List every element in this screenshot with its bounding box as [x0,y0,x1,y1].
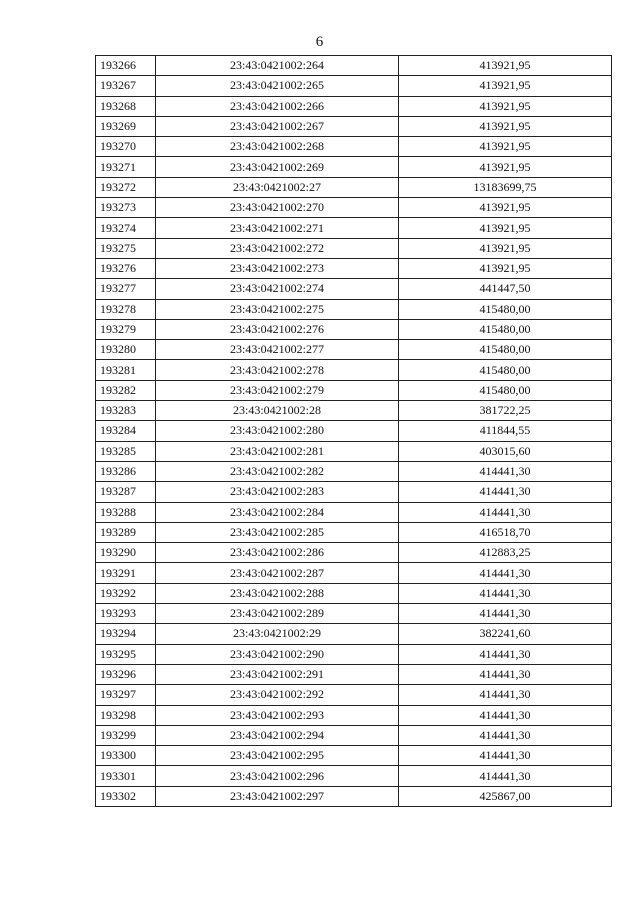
cadastral-number-cell: 23:43:0421002:289 [156,604,399,624]
cadastral-value-cell: 415480,00 [399,340,612,360]
table-row [96,279,612,299]
row-number-cell: 193297 [96,685,156,705]
cadastral-number-cell: 23:43:0421002:276 [156,319,399,339]
row-number-cell: 193298 [96,705,156,725]
table-row [96,482,612,502]
cadastral-number-cell: 23:43:0421002:267 [156,116,399,136]
cadastral-value-cell: 13183699,75 [399,177,612,197]
cadastral-number-cell: 23:43:0421002:29 [156,624,399,644]
cadastral-value-cell: 413921,95 [399,198,612,218]
table-row [96,380,612,400]
row-number-cell: 193279 [96,319,156,339]
cadastral-number-cell: 23:43:0421002:283 [156,482,399,502]
cadastral-number-cell: 23:43:0421002:272 [156,238,399,258]
cadastral-value-cell: 413921,95 [399,116,612,136]
cadastral-value-cell: 413921,95 [399,157,612,177]
row-number-cell: 193292 [96,583,156,603]
row-number-cell: 193280 [96,340,156,360]
table-row [96,624,612,644]
row-number-cell: 193283 [96,401,156,421]
cadastral-number-cell: 23:43:0421002:288 [156,583,399,603]
table-body [96,56,612,807]
cadastral-number-cell: 23:43:0421002:297 [156,786,399,806]
cadastral-number-cell: 23:43:0421002:275 [156,299,399,319]
cadastral-value-cell: 441447,50 [399,279,612,299]
cadastral-number-cell: 23:43:0421002:284 [156,502,399,522]
cadastral-number-cell: 23:43:0421002:271 [156,218,399,238]
table-row [96,340,612,360]
row-number-cell: 193294 [96,624,156,644]
cadastral-value-cell: 414441,30 [399,685,612,705]
cadastral-value-cell: 382241,60 [399,624,612,644]
table-row [96,441,612,461]
cadastral-number-cell: 23:43:0421002:265 [156,76,399,96]
cadastral-value-cell: 414441,30 [399,766,612,786]
cadastral-number-cell: 23:43:0421002:294 [156,725,399,745]
cadastral-value-cell: 381722,25 [399,401,612,421]
table-row [96,258,612,278]
cadastral-number-cell: 23:43:0421002:264 [156,56,399,76]
cadastral-value-cell: 414441,30 [399,644,612,664]
table-row [96,543,612,563]
cadastral-value-cell: 413921,95 [399,258,612,278]
cadastral-number-cell: 23:43:0421002:280 [156,421,399,441]
row-number-cell: 193287 [96,482,156,502]
table-row [96,705,612,725]
cadastral-number-cell: 23:43:0421002:269 [156,157,399,177]
row-number-cell: 193285 [96,441,156,461]
cadastral-number-cell: 23:43:0421002:285 [156,522,399,542]
cadastral-number-cell: 23:43:0421002:296 [156,766,399,786]
row-number-cell: 193296 [96,664,156,684]
cadastral-value-cell: 414441,30 [399,705,612,725]
row-number-cell: 193300 [96,746,156,766]
table-row [96,96,612,116]
cadastral-value-cell: 413921,95 [399,56,612,76]
row-number-cell: 193284 [96,421,156,441]
table-row [96,604,612,624]
table-row [96,502,612,522]
cadastral-number-cell: 23:43:0421002:270 [156,198,399,218]
row-number-cell: 193289 [96,522,156,542]
table-row [96,644,612,664]
cadastral-value-cell: 413921,95 [399,76,612,96]
cadastral-value-cell: 412883,25 [399,543,612,563]
row-number-cell: 193272 [96,177,156,197]
cadastral-value-cell: 414441,30 [399,746,612,766]
page-number: 6 [315,34,324,50]
cadastral-value-cell: 414441,30 [399,583,612,603]
table-row [96,786,612,806]
cadastral-value-cell: 414441,30 [399,604,612,624]
table-row [96,583,612,603]
cadastral-value-cell: 413921,95 [399,238,612,258]
cadastral-number-cell: 23:43:0421002:268 [156,137,399,157]
cadastral-number-cell: 23:43:0421002:28 [156,401,399,421]
row-number-cell: 193286 [96,461,156,481]
row-number-cell: 193295 [96,644,156,664]
row-number-cell: 193277 [96,279,156,299]
cadastral-number-cell: 23:43:0421002:295 [156,746,399,766]
cadastral-number-cell: 23:43:0421002:281 [156,441,399,461]
row-number-cell: 193271 [96,157,156,177]
row-number-cell: 193273 [96,198,156,218]
row-number-cell: 193274 [96,218,156,238]
table-row [96,522,612,542]
cadastral-number-cell: 23:43:0421002:291 [156,664,399,684]
cadastral-value-table [95,55,612,807]
cadastral-number-cell: 23:43:0421002:277 [156,340,399,360]
cadastral-value-cell: 415480,00 [399,380,612,400]
cadastral-value-cell: 425867,00 [399,786,612,806]
cadastral-number-cell: 23:43:0421002:273 [156,258,399,278]
row-number-cell: 193275 [96,238,156,258]
cadastral-number-cell: 23:43:0421002:266 [156,96,399,116]
table-row [96,746,612,766]
table-row [96,461,612,481]
cadastral-number-cell: 23:43:0421002:287 [156,563,399,583]
row-number-cell: 193301 [96,766,156,786]
table-row [96,157,612,177]
table-row [96,766,612,786]
cadastral-number-cell: 23:43:0421002:293 [156,705,399,725]
table-row [96,319,612,339]
cadastral-value-cell: 413921,95 [399,218,612,238]
row-number-cell: 193278 [96,299,156,319]
cadastral-number-cell: 23:43:0421002:27 [156,177,399,197]
table-row [96,299,612,319]
cadastral-value-cell: 415480,00 [399,319,612,339]
cadastral-number-cell: 23:43:0421002:290 [156,644,399,664]
row-number-cell: 193276 [96,258,156,278]
row-number-cell: 193267 [96,76,156,96]
cadastral-value-cell: 411844,55 [399,421,612,441]
row-number-cell: 193268 [96,96,156,116]
table-row [96,685,612,705]
row-number-cell: 193282 [96,380,156,400]
table-row [96,421,612,441]
table-row [96,218,612,238]
row-number-cell: 193290 [96,543,156,563]
cadastral-number-cell: 23:43:0421002:282 [156,461,399,481]
cadastral-value-cell: 414441,30 [399,664,612,684]
row-number-cell: 193269 [96,116,156,136]
row-number-cell: 193299 [96,725,156,745]
table-row [96,177,612,197]
cadastral-value-cell: 414441,30 [399,563,612,583]
row-number-cell: 193288 [96,502,156,522]
cadastral-number-cell: 23:43:0421002:292 [156,685,399,705]
row-number-cell: 193291 [96,563,156,583]
cadastral-value-cell: 414441,30 [399,725,612,745]
table-row [96,198,612,218]
table-row [96,563,612,583]
cadastral-value-cell: 414441,30 [399,482,612,502]
cadastral-value-cell: 414441,30 [399,461,612,481]
table-row [96,401,612,421]
cadastral-value-cell: 403015,60 [399,441,612,461]
table-row [96,116,612,136]
table-row [96,56,612,76]
table-row [96,360,612,380]
cadastral-value-cell: 415480,00 [399,299,612,319]
row-number-cell: 193281 [96,360,156,380]
table-row [96,725,612,745]
cadastral-value-cell: 416518,70 [399,522,612,542]
table-row [96,76,612,96]
cadastral-value-cell: 415480,00 [399,360,612,380]
cadastral-value-cell: 413921,95 [399,137,612,157]
cadastral-number-cell: 23:43:0421002:279 [156,380,399,400]
row-number-cell: 193302 [96,786,156,806]
cadastral-number-cell: 23:43:0421002:278 [156,360,399,380]
table-row [96,137,612,157]
cadastral-number-cell: 23:43:0421002:286 [156,543,399,563]
row-number-cell: 193266 [96,56,156,76]
cadastral-number-cell: 23:43:0421002:274 [156,279,399,299]
cadastral-value-cell: 414441,30 [399,502,612,522]
row-number-cell: 193270 [96,137,156,157]
table-row [96,238,612,258]
cadastral-value-cell: 413921,95 [399,96,612,116]
row-number-cell: 193293 [96,604,156,624]
table-row [96,664,612,684]
